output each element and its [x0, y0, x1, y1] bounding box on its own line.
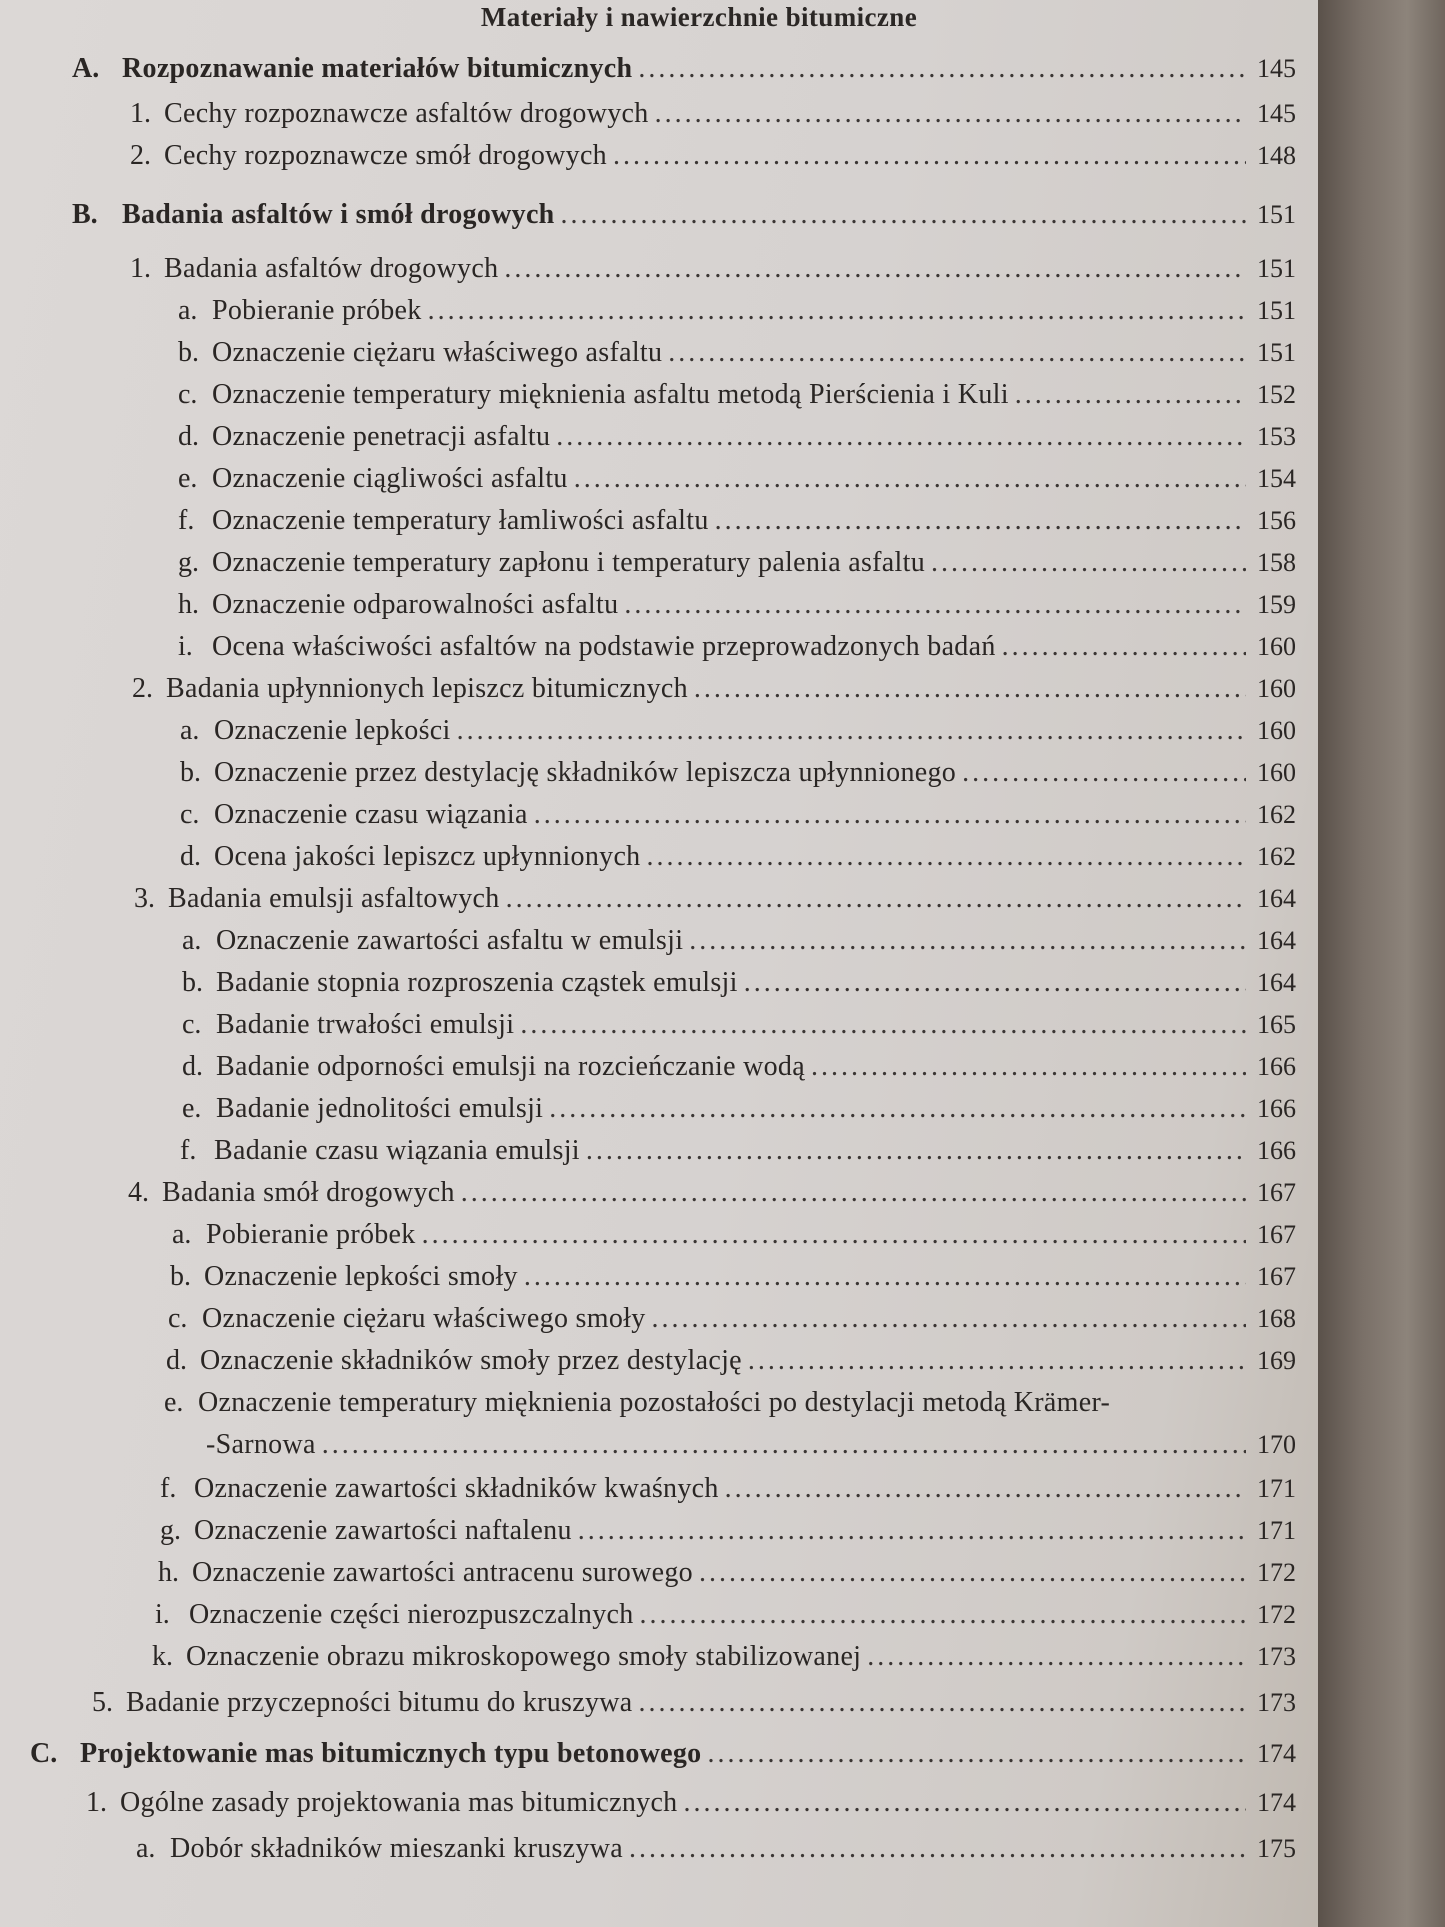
toc-dot-leader [655, 95, 1246, 133]
toc-dot-leader [586, 1132, 1246, 1170]
toc-page-number: 151 [1257, 200, 1296, 229]
toc-entry-title: Badanie przyczepności bitumu do kruszywa [126, 1687, 633, 1718]
toc-entry-marker: 5. [92, 1687, 113, 1718]
toc-entry-marker: b. [182, 967, 203, 998]
toc-entry-row [182, 1090, 1296, 1128]
toc-entry-marker: d. [180, 841, 201, 872]
toc-dot-leader [322, 1426, 1246, 1464]
toc-entry-marker: a. [178, 295, 198, 326]
toc-entry-title: Oznaczenie temperatury mięknienia pozostałości po destylacji metodą Krämer- [198, 1387, 1111, 1418]
toc-entry-row [160, 1512, 1296, 1550]
toc-page-number: 148 [1257, 141, 1296, 170]
toc-entry-row [178, 544, 1296, 582]
toc-dot-leader [578, 1512, 1246, 1550]
toc-entry-row [130, 137, 1296, 175]
toc-dot-leader [461, 1174, 1246, 1212]
toc-dot-leader [708, 1735, 1247, 1773]
toc-dot-leader [715, 502, 1246, 540]
toc-page-number: 166 [1257, 1136, 1296, 1165]
toc-entry-marker: 1. [130, 253, 151, 284]
toc-page-number: 172 [1257, 1558, 1296, 1587]
toc-entry-row [182, 922, 1296, 960]
toc-entry-title: Oznaczenie lepkości smoły [204, 1261, 518, 1292]
toc-entry-title: Oznaczenie zawartości naftalenu [194, 1515, 572, 1546]
toc-dot-leader [744, 964, 1246, 1002]
toc-entry-title: Oznaczenie lepkości [214, 715, 451, 746]
page-heading: Materiały i nawierzchnie bitumiczne [480, 2, 918, 32]
toc-entry-title: Cechy rozpoznawcze asfaltów drogowych [164, 98, 649, 129]
toc-entry-title: Badanie czasu wiązania emulsji [214, 1135, 580, 1166]
toc-dot-leader [428, 292, 1246, 330]
toc-dot-leader [748, 1342, 1246, 1380]
toc-entry-marker: b. [170, 1261, 191, 1292]
toc-page-number: 151 [1257, 296, 1296, 325]
toc-dot-leader [668, 334, 1246, 372]
toc-dot-leader [574, 460, 1246, 498]
toc-entry-title: Oznaczenie części nierozpuszczalnych [189, 1599, 634, 1630]
toc-dot-leader [524, 1258, 1246, 1296]
toc-entry-marker: C. [30, 1738, 58, 1769]
toc-page-number: 174 [1257, 1788, 1296, 1817]
toc-entry-title: Oznaczenie temperatury zapłonu i temperatury palenia asfaltu [212, 547, 925, 578]
toc-entry-row [182, 964, 1296, 1002]
toc-entry-row [182, 1006, 1296, 1044]
toc-entry-row [180, 754, 1296, 792]
toc-dot-leader [689, 922, 1246, 960]
toc-page-number: 158 [1257, 548, 1296, 577]
toc-entry-row [178, 418, 1296, 456]
toc-dot-leader [867, 1638, 1246, 1676]
toc-dot-leader [962, 754, 1246, 792]
toc-entry-marker: b. [178, 337, 199, 368]
toc-entry-marker: 4. [128, 1177, 149, 1208]
toc-page-number: 160 [1257, 632, 1296, 661]
toc-dot-leader [699, 1554, 1246, 1592]
toc-page-number: 175 [1257, 1834, 1296, 1863]
toc-page-number: 166 [1257, 1052, 1296, 1081]
toc-entry-title: Ocena jakości lepiszcz upłynnionych [214, 841, 641, 872]
toc-entry-title: Oznaczenie obrazu mikroskopowego smoły stabilizowanej [186, 1641, 862, 1672]
toc-entry-marker: d. [166, 1345, 187, 1376]
toc-page-number: 167 [1257, 1262, 1296, 1291]
toc-dot-leader [506, 880, 1246, 918]
toc-entry-row [170, 1258, 1296, 1296]
toc-page-number: 162 [1257, 800, 1296, 829]
toc-page-number: 154 [1257, 464, 1296, 493]
toc-entry-marker: c. [182, 1009, 202, 1040]
toc-entry-title: Oznaczenie temperatury łamliwości asfaltu [212, 505, 709, 536]
toc-entry-marker: f. [160, 1473, 177, 1504]
toc-entry-row [178, 628, 1296, 666]
toc-page-number: 171 [1257, 1516, 1296, 1545]
toc-entry-title: Oznaczenie temperatury mięknienia asfaltu metodą Pierścienia i Kuli [212, 379, 1009, 410]
toc-page-number: 167 [1257, 1220, 1296, 1249]
toc-entry-row [155, 1596, 1296, 1634]
toc-page-number: 159 [1257, 590, 1296, 619]
toc-entry-marker: B. [72, 199, 98, 230]
toc-page-number: 151 [1257, 338, 1296, 367]
toc-page-number: 164 [1257, 926, 1296, 955]
toc-dot-leader [811, 1048, 1246, 1086]
toc-dot-leader [504, 250, 1246, 288]
toc-entry-row [160, 1470, 1296, 1508]
toc-entry-title: Pobieranie próbek [206, 1219, 416, 1250]
toc-dot-leader [931, 544, 1246, 582]
toc-entry-title: Cechy rozpoznawcze smół drogowych [164, 140, 607, 171]
toc-entry-title: Oznaczenie ciężaru właściwego smoły [202, 1303, 646, 1334]
toc-dot-leader [683, 1784, 1246, 1822]
toc-entry-row [178, 502, 1296, 540]
toc-page-number: 160 [1257, 674, 1296, 703]
toc-entry-marker: 1. [130, 98, 151, 129]
toc-entry-marker: h. [158, 1557, 179, 1588]
toc-entry-marker: a. [182, 925, 202, 956]
toc-entry-row [178, 376, 1296, 414]
toc-dot-leader [561, 196, 1246, 234]
toc-entry-row [178, 292, 1296, 330]
toc-dot-leader [694, 670, 1246, 708]
toc-entry-title: Oznaczenie ciężaru właściwego asfaltu [212, 337, 663, 368]
toc-page-number: 164 [1257, 884, 1296, 913]
toc-entry-title: -Sarnowa [206, 1429, 316, 1460]
toc-page-number: 162 [1257, 842, 1296, 871]
toc-entry-marker: b. [180, 757, 201, 788]
toc-entry-marker: d. [178, 421, 199, 452]
toc-entry-marker: i. [178, 631, 193, 662]
toc-entry-marker: 1. [86, 1787, 107, 1818]
toc-entry-marker: e. [164, 1387, 184, 1418]
toc-entry-title: Badania asfaltów i smół drogowych [122, 199, 555, 230]
toc-entry-marker: e. [178, 463, 198, 494]
toc-entry-title: Badania asfaltów drogowych [164, 253, 499, 284]
toc-entry-title: Oznaczenie przez destylację składników lepiszcza upłynnionego [214, 757, 957, 788]
toc-section-row [72, 50, 1296, 88]
toc-page-number: 169 [1257, 1346, 1296, 1375]
toc-entry-row [180, 796, 1296, 834]
toc-page-number: 160 [1257, 758, 1296, 787]
toc-entry-row [86, 1784, 1296, 1822]
toc-entry-marker: 3. [134, 883, 155, 914]
toc-entry-marker: d. [182, 1051, 203, 1082]
toc-dot-leader [638, 50, 1246, 88]
toc-entry-title: Ogólne zasady projektowania mas bitumicznych [120, 1787, 678, 1818]
toc-entry-title: Oznaczenie odparowalności asfaltu [212, 589, 619, 620]
toc-entry-marker: g. [178, 547, 199, 578]
toc-entry-row [178, 586, 1296, 624]
toc-page-number: 156 [1257, 506, 1296, 535]
toc-dot-leader [624, 586, 1246, 624]
toc-entry-row [166, 1342, 1296, 1380]
toc-entry-marker: e. [182, 1093, 202, 1124]
toc-entry-marker: 2. [132, 673, 153, 704]
toc-entry-marker: a. [172, 1219, 192, 1250]
toc-dot-leader [646, 838, 1246, 876]
toc-entry-row [168, 1300, 1296, 1338]
toc-entry-marker: A. [72, 53, 100, 84]
toc-entry-marker: k. [152, 1641, 173, 1672]
toc-entry-title: Badanie odporności emulsji na rozcieńczanie wodą [216, 1051, 805, 1082]
toc-entry-title: Rozpoznawanie materiałów bitumicznych [122, 53, 633, 84]
toc-entry-marker: i. [155, 1599, 170, 1630]
toc-entry-row [164, 1384, 1296, 1422]
toc-page-number: 173 [1257, 1642, 1296, 1671]
toc-section-row [72, 196, 1296, 234]
toc-entry-title: Badania upłynnionych lepiszcz bitumicznych [166, 673, 688, 704]
toc-entry-row [180, 838, 1296, 876]
toc-entry-row [130, 250, 1296, 288]
page-edge-shadow [1318, 0, 1445, 1927]
toc-continuation-row [206, 1426, 1296, 1464]
toc-section-row [30, 1735, 1296, 1773]
toc-entry-title: Oznaczenie ciągliwości asfaltu [212, 463, 568, 494]
toc-entry-marker: g. [160, 1515, 181, 1546]
toc-entry-title: Oznaczenie zawartości asfaltu w emulsji [216, 925, 684, 956]
toc-dot-leader [640, 1596, 1246, 1634]
toc-entry-marker: f. [180, 1135, 197, 1166]
toc-dot-leader [613, 137, 1246, 175]
toc-dot-leader [534, 796, 1246, 834]
toc-entry-marker: a. [180, 715, 200, 746]
toc-page-number: 152 [1257, 380, 1296, 409]
toc-entry-row [132, 670, 1296, 708]
toc-dot-leader [1015, 376, 1246, 414]
toc-page-number: 172 [1257, 1600, 1296, 1629]
toc-entry-row [180, 1132, 1296, 1170]
toc-entry-row [152, 1638, 1296, 1676]
toc-page-number: 145 [1257, 54, 1296, 83]
toc-entry-marker: c. [178, 379, 198, 410]
toc-entry-marker: c. [180, 799, 200, 830]
toc-entry-row [130, 95, 1296, 133]
toc-entry-title: Badanie stopnia rozproszenia cząstek emulsji [216, 967, 738, 998]
toc-entry-marker: 2. [130, 140, 151, 171]
toc-page-number: 165 [1257, 1010, 1296, 1039]
toc-entry-title: Oznaczenie składników smoły przez destylację [200, 1345, 742, 1376]
toc-entry-marker: a. [136, 1833, 156, 1864]
toc-dot-leader [725, 1470, 1246, 1508]
toc-page-number: 173 [1257, 1688, 1296, 1717]
toc-page-number: 174 [1257, 1739, 1296, 1768]
toc-entry-title: Badanie trwałości emulsji [216, 1009, 515, 1040]
toc-page-number: 164 [1257, 968, 1296, 997]
toc-entry-marker: c. [168, 1303, 188, 1334]
toc-entry-title: Oznaczenie zawartości składników kwaśnych [194, 1473, 719, 1504]
toc-dot-leader [652, 1300, 1246, 1338]
toc-entry-row [178, 460, 1296, 498]
toc-page-number: 153 [1257, 422, 1296, 451]
toc-entry-title: Badania emulsji asfaltowych [168, 883, 500, 914]
toc-dot-leader [556, 418, 1246, 456]
toc-page-number: 168 [1257, 1304, 1296, 1333]
toc-entry-row [172, 1216, 1296, 1254]
toc-entry-row [180, 712, 1296, 750]
toc-entry-marker: f. [178, 505, 195, 536]
toc-entry-title: Badania smół drogowych [162, 1177, 455, 1208]
toc-page-number: 171 [1257, 1474, 1296, 1503]
toc-entry-title: Pobieranie próbek [212, 295, 422, 326]
toc-dot-leader [457, 712, 1246, 750]
toc-entry-row [128, 1174, 1296, 1212]
toc-entry-row [134, 880, 1296, 918]
toc-dot-leader [549, 1090, 1246, 1128]
toc-page-number: 166 [1257, 1094, 1296, 1123]
toc-page-number: 151 [1257, 254, 1296, 283]
toc-dot-leader [639, 1684, 1246, 1722]
toc-dot-leader [520, 1006, 1246, 1044]
toc-dot-leader [1002, 628, 1246, 666]
toc-entry-title: Projektowanie mas bitumicznych typu betonowego [80, 1738, 702, 1769]
toc-entry-row [136, 1830, 1296, 1868]
toc-entry-title: Oznaczenie zawartości antracenu surowego [192, 1557, 693, 1588]
toc-dot-leader [629, 1830, 1246, 1868]
toc-entry-title: Oznaczenie penetracji asfaltu [212, 421, 551, 452]
toc-page-number: 170 [1257, 1430, 1296, 1459]
toc-entry-row [178, 334, 1296, 372]
toc-entry-row [158, 1554, 1296, 1592]
toc-entry-title: Dobór składników mieszanki kruszywa [170, 1833, 623, 1864]
toc-page-number: 160 [1257, 716, 1296, 745]
toc-entry-title: Badanie jednolitości emulsji [216, 1093, 544, 1124]
toc-dot-leader [422, 1216, 1246, 1254]
toc-page-number: 145 [1257, 99, 1296, 128]
toc-entry-title: Oznaczenie czasu wiązania [214, 799, 528, 830]
toc-entry-row [182, 1048, 1296, 1086]
toc-entry-row [92, 1684, 1296, 1722]
toc-page-number: 167 [1257, 1178, 1296, 1207]
toc-entry-marker: h. [178, 589, 199, 620]
toc-entry-title: Ocena właściwości asfaltów na podstawie przeprowadzonych badań [212, 631, 996, 662]
